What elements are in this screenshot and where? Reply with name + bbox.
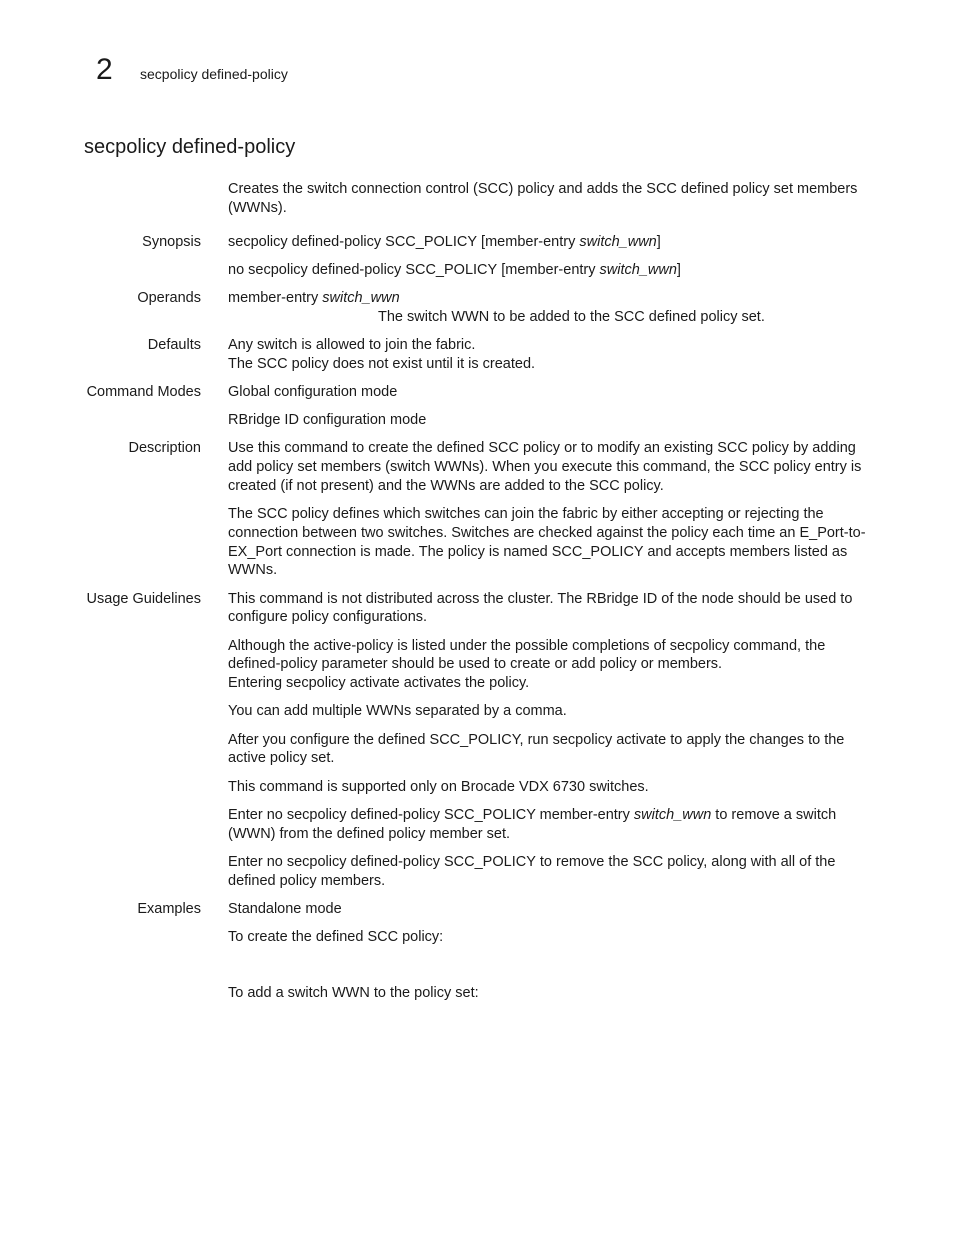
usage-text: Entering: [228, 675, 287, 692]
usage-label: Usage Guidelines: [86, 590, 201, 607]
defaults-line-2: The SCC policy does not exist until it is created.: [228, 355, 536, 372]
command-modes-section: [0, 383, 954, 430]
usage-text: is listed under the possible completions of: [393, 637, 670, 654]
operand-keyword: member-entry: [228, 289, 319, 306]
synopsis-argument: switch_wwn: [575, 233, 657, 250]
example-code-gap: [228, 956, 868, 984]
command-mode-rbridge: RBridge ID configuration mode: [228, 412, 427, 429]
command-mode-global: Global configuration mode: [228, 383, 398, 400]
reference-content: [0, 180, 954, 1012]
usage-text: After you configure the defined SCC_POLICY, run: [228, 731, 553, 748]
usage-text: Enter: [228, 806, 267, 823]
usage-text: activates the policy.: [399, 675, 530, 692]
page-title: secpolicy defined-policy: [84, 136, 296, 158]
intro-section: [0, 180, 954, 218]
usage-text: to remove a switch (WWN) from the defined policy member set.: [228, 806, 837, 842]
description-section: [0, 439, 954, 580]
usage-argument: switch_wwn: [629, 806, 712, 823]
defaults-label: Defaults: [147, 336, 201, 353]
usage-keyword: active-policy: [313, 637, 394, 654]
chapter-number: 2: [96, 53, 113, 86]
usage-paragraph-4: [228, 731, 868, 769]
intro-text: Creates the switch connection control (SCC) policy and adds the SCC defined policy set members (WWNs).: [228, 181, 858, 216]
usage-keyword: no secpolicy defined-policy SCC_POLICY: [266, 853, 536, 870]
usage-paragraph-1: This command is not distributed across the cluster. The RBridge ID of the node should be used to configure policy configurations.: [228, 590, 853, 626]
examples-paragraph-3: To add a switch WWN to the policy set:: [228, 985, 479, 1002]
usage-paragraph-6: [228, 806, 868, 844]
operands-section: [0, 289, 954, 327]
defaults-line-1: Any switch is allowed to join the fabric.: [228, 336, 476, 353]
usage-keyword: no secpolicy defined-policy SCC_POLICY member-entry: [266, 806, 630, 823]
usage-keyword: secpolicy: [669, 637, 730, 654]
description-paragraph-1: Use this command to create the defined SCC policy or to modify an existing SCC policy by adding add policy set members (switch WWNs). When you execute this command, the SCC policy entry is created (if not present) and the WWNs are added to the SCC policy.: [228, 440, 862, 494]
synopsis-command: secpolicy defined-policy SCC_POLICY: [228, 233, 478, 250]
examples-paragraph-2: To create the defined SCC policy:: [228, 928, 444, 945]
usage-paragraph-7: [228, 853, 868, 891]
usage-text: command, the defined-policy parameter should be used to create or add policy or members.: [228, 637, 826, 673]
usage-paragraph-5: This command is supported only on Brocade VDX 6730 switches.: [228, 778, 649, 795]
synopsis-keyword: member-entry: [505, 261, 596, 278]
operand-term: [228, 289, 868, 308]
description-paragraph-2: The SCC policy defines which switches can join the fabric by either accepting or rejecting the connection between two switches. Switches are checked against the policy each time an E_Port-to-EX_Port connection is made. The policy is named SCC_POLICY and accepts members listed as WWNs.: [228, 506, 866, 579]
running-header: secpolicy defined-policy: [140, 66, 288, 82]
operands-label: Operands: [137, 289, 201, 306]
usage-paragraph-2: [228, 637, 868, 693]
operand-description: The switch WWN to be added to the SCC defined policy set.: [378, 308, 765, 325]
usage-keyword: secpolicy activate: [286, 675, 400, 692]
examples-section: [0, 900, 954, 1003]
examples-paragraph-1: Standalone mode: [228, 900, 342, 917]
examples-label: Examples: [137, 900, 201, 917]
usage-paragraph-3: You can add multiple WWNs separated by a comma.: [228, 703, 567, 720]
synopsis-keyword: member-entry: [485, 233, 576, 250]
defaults-section: [0, 336, 954, 374]
synopsis-line-1: [228, 233, 868, 252]
synopsis-label: Synopsis: [142, 233, 201, 250]
bracket-open: [: [497, 261, 506, 278]
bracket-open: [: [477, 233, 486, 250]
synopsis-section: [0, 233, 954, 280]
usage-keyword: secpolicy activate: [552, 731, 667, 748]
description-label: Description: [128, 440, 201, 457]
bracket-close: ]: [676, 261, 681, 278]
usage-text: to apply the changes to the active policy set.: [228, 731, 845, 767]
bracket-close: ]: [656, 233, 661, 250]
usage-text: Although the: [228, 637, 314, 654]
synopsis-command: no secpolicy defined-policy SCC_POLICY: [228, 261, 498, 278]
operand-argument: switch_wwn: [318, 289, 400, 306]
command-modes-label: Command Modes: [86, 383, 201, 400]
synopsis-argument: switch_wwn: [595, 261, 677, 278]
synopsis-line-2: [228, 261, 868, 280]
usage-text: Enter: [228, 853, 267, 870]
usage-text: to remove the SCC policy, along with all of the defined policy members.: [228, 853, 836, 889]
usage-section: [0, 590, 954, 891]
